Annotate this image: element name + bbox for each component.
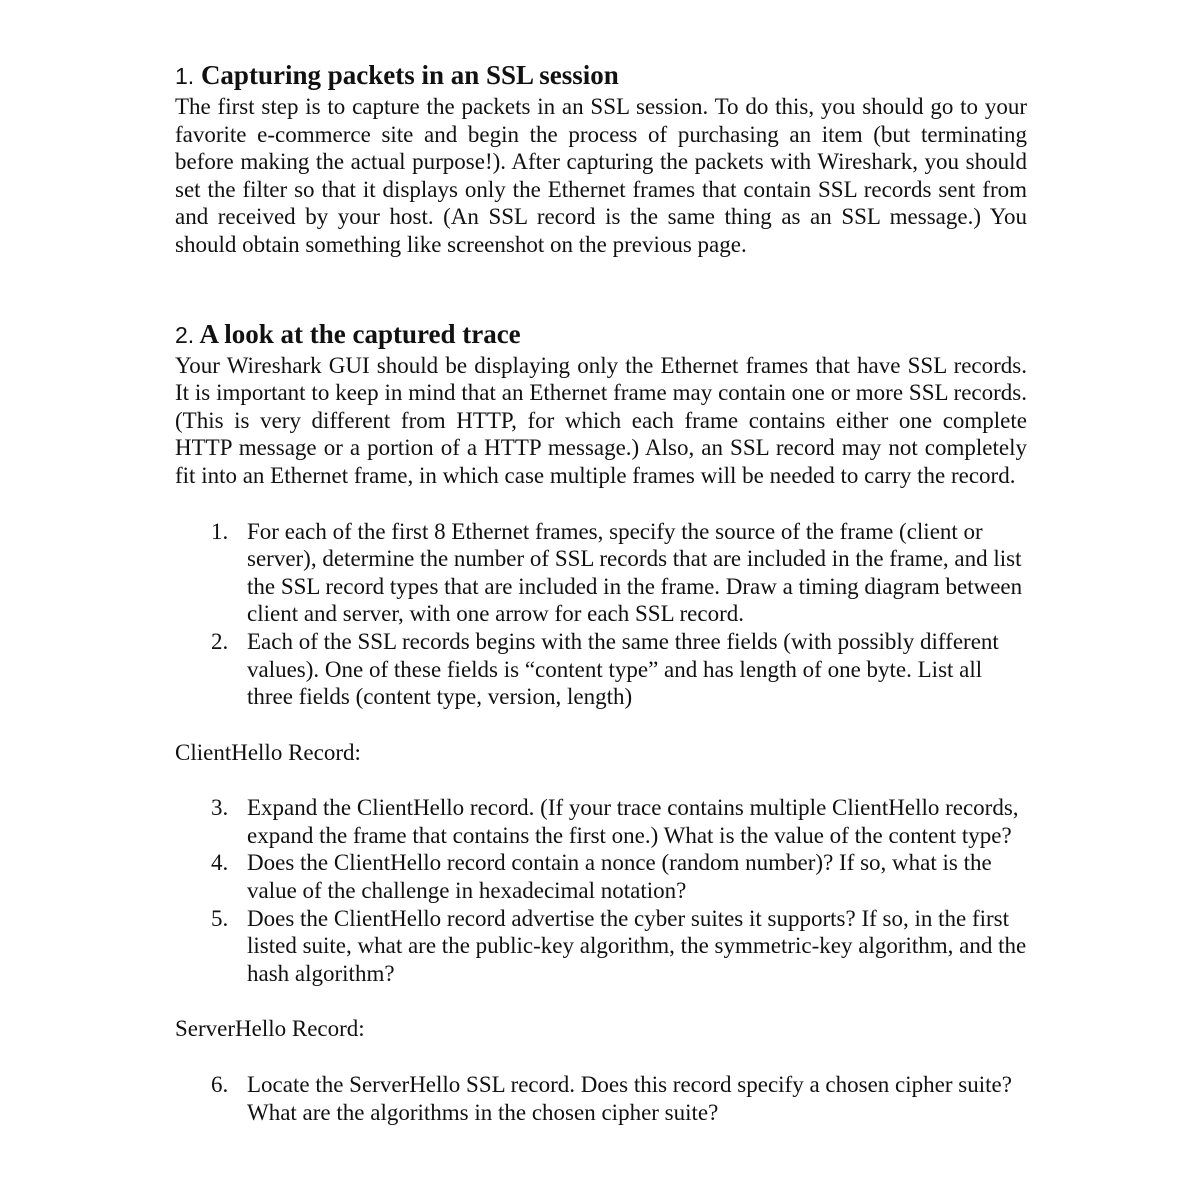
section-number: 2. (175, 321, 195, 348)
question-item (175, 794, 1027, 849)
question-text: Each of the SSL records begins with the same three fields (with possibly different values). One of these fields is “content type” and has length of one byte. List all three fields (content type, version, length) (247, 628, 999, 710)
question-item (175, 849, 1027, 904)
question-number: 2. (211, 628, 229, 654)
section-title: A look at the captured trace (199, 318, 521, 349)
question-text: For each of the first 8 Ethernet frames, specify the source of the frame (client or server), determine the number of SSL records that are included in the frame, and list the SSL record types that are included in the frame. Draw a timing diagram between client and server, with one arrow for each SSL record. (247, 518, 1023, 627)
question-list-client-hello (175, 794, 1027, 987)
question-item (175, 628, 1027, 711)
question-number: 3. (211, 795, 229, 821)
document-page (175, 58, 1027, 1126)
question-number: 1. (211, 518, 229, 544)
question-number: 5. (211, 905, 229, 931)
question-text: Expand the ClientHello record. (If your trace contains multiple ClientHello records, expand the frame that contains the first one.) What is the value of the content type? (247, 795, 1019, 848)
section-heading-1 (175, 58, 1027, 93)
question-item (175, 518, 1027, 628)
section-body: Your Wireshark GUI should be displaying only the Ethernet frames that have SSL records. It is important to keep in mind that an Ethernet frame may contain one or more SSL records. (This is very different from HTTP, for which each frame contains either one complete HTTP message or a portion of a HTTP message.) Also, an SSL record may not completely fit into an Ethernet frame, in which case multiple frames will be needed to carry the record. (175, 352, 1027, 488)
question-text: Locate the ServerHello SSL record. Does this record specify a chosen cipher suite? What are the algorithms in the chosen cipher suite? (247, 1072, 1012, 1125)
section-heading-2 (175, 317, 1027, 352)
server-hello-label: ServerHello Record: (175, 1016, 365, 1042)
section-title: Capturing packets in an SSL session (200, 60, 619, 90)
question-list-general (175, 518, 1027, 711)
question-item (175, 905, 1027, 988)
section-captured-trace (175, 317, 1027, 490)
question-text: Does the ClientHello record contain a nonce (random number)? If so, what is the value of the challenge in hexadecimal notation? (247, 850, 992, 904)
client-hello-label: ClientHello Record: (175, 739, 361, 765)
question-list-server-hello (175, 1071, 1027, 1126)
section-capturing-packets (175, 58, 1027, 259)
section-body: The first step is to capture the packets in an SSL session. To do this, you should go to your favorite e-commerce site and begin the process of purchasing an item (but terminating before making the actual purpose!). After capturing the packets with Wireshark, you should set the filter so that it displays only the Ethernet frames that contain SSL records sent from and received by your host. (An SSL record is the same thing as an SSL message.) You should obtain something like screenshot on the previous page. (175, 94, 1027, 257)
question-number: 4. (211, 850, 229, 876)
question-text: Does the ClientHello record advertise the cyber suites it supports? If so, in the first listed suite, what are the public-key algorithm, the symmetric-key algorithm, and the hash algorithm? (247, 905, 1027, 986)
section-number: 1. (175, 63, 195, 89)
question-item (175, 1071, 1027, 1126)
question-number: 6. (211, 1072, 229, 1098)
